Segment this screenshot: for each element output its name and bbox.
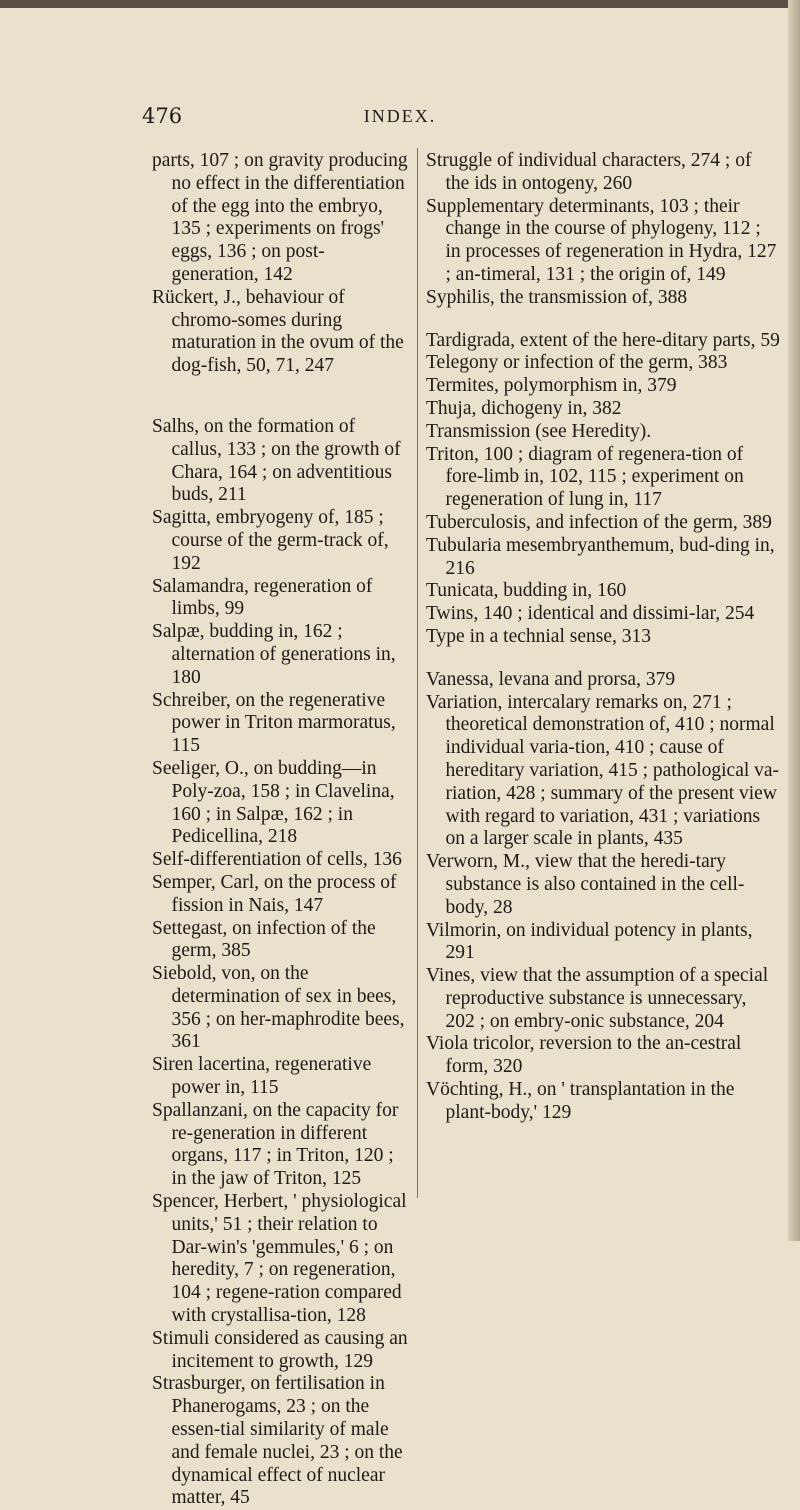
- index-entry: Salamandra, regeneration of limbs, 99: [152, 575, 373, 620]
- page-edge-top: [0, 0, 800, 8]
- index-entry: Salpæ, budding in, 162 ; alternation of generations in, 180: [152, 621, 396, 688]
- section-gap: [152, 378, 410, 416]
- index-entry: Verworn, M., view that the heredi-tary substance is also contained in the cell-body, 28: [426, 851, 745, 918]
- index-entry: Vines, view that the assumption of a special reproductive substance is unnecessary, 202 ; on embry-onic substance, 204: [426, 965, 769, 1032]
- index-entry: Vilmorin, on individual potency in plants, 291: [426, 919, 753, 964]
- index-entry: Struggle of individual characters, 274 ; of the ids in ontogeny, 260: [426, 150, 752, 194]
- page-number: 476: [142, 104, 183, 128]
- index-entry: Sagitta, embryogeny of, 185 ; course of the germ-track of, 192: [152, 507, 389, 574]
- index-entry: Seeliger, O., on budding—in Poly-zoa, 158 ; in Clavelina, 160 ; in Salpæ, 162 ; in Pedicellina, 218: [152, 757, 395, 848]
- section-gap: [426, 310, 780, 330]
- page-edge-right: [788, 0, 800, 1241]
- section-gap: [426, 649, 780, 669]
- index-entry: Termites, polymorphism in, 379: [426, 375, 677, 397]
- index-entry: Strasburger, on fertilisation in Phanerogams, 23 ; on the essen-tial similarity of male and female nuclei, 23 ; on the dynamical effect of nuclear matter, 45: [152, 1373, 403, 1509]
- index-entry: Thuja, dichogeny in, 382: [426, 397, 622, 419]
- index-entry: Siren lacertina, regenerative power in, 115: [152, 1054, 372, 1099]
- column-divider: [417, 148, 418, 1198]
- index-entry: Vöchting, H., on ' transplantation in the plant-body,' 129: [426, 1079, 735, 1123]
- index-entry: Tubularia mesembryanthemum, bud-ding in, 216: [426, 534, 775, 579]
- index-entry: Tardigrada, extent of the here-ditary parts, 59: [426, 329, 780, 351]
- index-entry: Syphilis, the transmission of, 388: [426, 286, 688, 308]
- index-entry: Rückert, J., behaviour of chromo-somes during maturation in the ovum of the dog-fish, 50, 71, 247: [152, 286, 404, 377]
- index-entry: Triton, 100 ; diagram of regenera-tion of fore-limb in, 102, 115 ; experiment on regeneration of lung in, 117: [426, 443, 744, 511]
- index-entry: Vanessa, levana and prorsa, 379: [426, 668, 676, 690]
- index-entry: Supplementary determinants, 103 ; their change in the course of phylogeny, 112 ; in processes of regeneration in Hydra, 127 ; an-timeral, 131 ; the origin of, 149: [426, 195, 777, 285]
- index-entry: Viola tricolor, reversion to the an-cestral form, 320: [426, 1033, 742, 1078]
- index-column-right: [426, 150, 780, 1125]
- index-entry: Siebold, von, on the determination of sex in bees, 356 ; on her-maphrodite bees, 361: [152, 963, 405, 1053]
- index-entry: Transmission (see Heredity).: [426, 420, 652, 442]
- page-header: [0, 104, 800, 134]
- index-entry: Spallanzani, on the capacity for re-generation in different organs, 117 ; in Triton, 120 ; in the jaw of Triton, 125: [152, 1099, 399, 1190]
- index-entry: Tunicata, budding in, 160: [426, 580, 627, 602]
- index-entry: Stimuli considered as causing an incitement to growth, 129: [152, 1327, 408, 1372]
- index-column-left: [152, 150, 410, 1510]
- index-entry: Twins, 140 ; identical and dissimi-lar, 254: [426, 603, 755, 625]
- index-entry: Type in a technial sense, 313: [426, 625, 651, 647]
- index-entry: Semper, Carl, on the process of fission in Nais, 147: [152, 871, 397, 916]
- index-entry: Settegast, on infection of the germ, 385: [152, 917, 376, 962]
- index-entry: Tuberculosis, and infection of the germ, 389: [426, 511, 772, 533]
- running-head: INDEX.: [363, 106, 437, 126]
- index-entry: Schreiber, on the regenerative power in Triton marmoratus, 115: [152, 689, 396, 757]
- index-entry: parts, 107 ; on gravity producing no effect in the differentiation of the egg into the embryo, 135 ; experiments on frogs' eggs, 136 ; on post-generation, 142: [152, 150, 408, 285]
- index-entry: Telegony or infection of the germ, 383: [426, 352, 728, 374]
- index-entry: Self-differentiation of cells, 136: [152, 849, 402, 871]
- index-entry: Spencer, Herbert, ' physiological units,' 51 ; their relation to Dar-win's 'gemmules,' 6 ; on heredity, 7 ; on regeneration, 104 ; regene-ration compared with crystallisa-tion, 128: [152, 1191, 407, 1327]
- index-entry: Salhs, on the formation of callus, 133 ; on the growth of Chara, 164 ; on adventitious buds, 211: [152, 415, 401, 506]
- index-entry: Variation, intercalary remarks on, 271 ; theoretical demonstration of, 410 ; normal individual varia-tion, 410 ; cause of hereditary variation, 415 ; pathological va-riation, 428 ; summary of the present view with regard to variation, 431 ; variations on a larger scale in plants, 435: [426, 691, 780, 850]
